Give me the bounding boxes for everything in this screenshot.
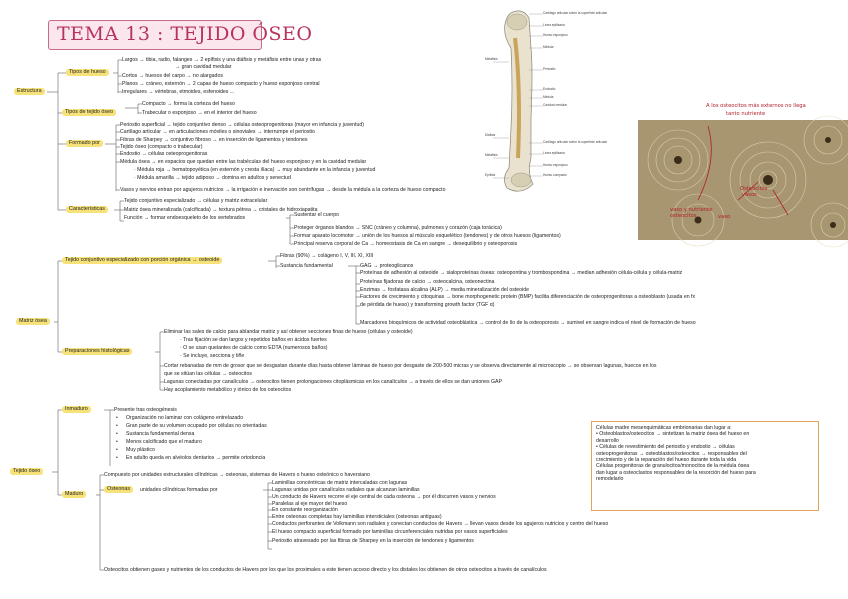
text-line: Conductos perforantes de Volkmann son radiales y conectan conductos de Havers → llevan vasos desde los agujeros nutricios y centro del hueso [272, 521, 609, 527]
text-line: Periostio superficial → tejido conjuntivo denso → células osteoprogenitoras (mayor en infancia y juventud) [120, 122, 364, 128]
label-tipos-hueso: Tipos de hueso [66, 69, 109, 76]
bone-diagram [485, 8, 608, 196]
text-line: • [116, 447, 118, 453]
label-tipos-tejido: Tipos de tejido óseo [62, 109, 116, 116]
text-line: Osteocitos obtienen gases y nutrientes de los conductos de Havers por los que los proximales a este tienen acceso directo y los distales los obtienen de otros osteocitos a través de canalículos [104, 567, 547, 573]
text-line: Sustancia fundamental densa [126, 431, 195, 437]
text-line: Proteínas fijadoras de calcio → osteocalcina, osteonectina [360, 279, 495, 285]
text-line: Largos → tibia, radio, falanges → 2 epífisis y una diáfisis y metáfisis entre unas y otras [122, 57, 322, 63]
text-line: Principal reserva corporal de Ca → homeostasis de Ca en sangre → desequilibrio y osteoporosis [294, 241, 518, 247]
bone-label: Cartílago articular sobre la superficie articular [543, 11, 608, 15]
text-line: Irregulares → vértebras, etmoides, esfenoides ... [122, 89, 235, 95]
text-line: • [116, 423, 118, 429]
text-line: Lagunas unidas por canalículos radiales que alcanzan laminillas [272, 487, 420, 493]
text-line: Cortos → huesos del carpo → no alargados [122, 73, 223, 79]
text-line: Fibras (90%) → colágeno I, V, III, XI, XIII [280, 253, 374, 259]
label-tejido-conj: Tejido conjuntivo especializado con porción orgánica → osteoide [62, 257, 222, 264]
box-line: Células madre mesenquimáticas embrionarias dan lugar a: [596, 425, 732, 431]
label-matriz: Matriz ósea [16, 318, 50, 325]
text-line: GAG → proteoglicanos [360, 263, 414, 269]
text-line: Cortar rebanadas de mm de grosor que se desgastan durante días hasta obtener láminas de hueso por desgaste de 200-500 micras y se observa directamente al microscopio → se observan lagunas, huecos en los [164, 363, 657, 369]
info-box [591, 421, 819, 511]
bone-label: Médula [543, 45, 554, 49]
text-line: Planos → cráneo, esternón → 2 capas de hueso compacto y hueso esponjoso central [122, 81, 320, 87]
bone-label: Médula [543, 95, 554, 99]
text-line: Un conducto de Havers recorre el eje central de cada osteona → por él discurren vasos y nervios [272, 494, 496, 500]
text-line: Organización no laminar con colágeno entrelazado [126, 415, 244, 421]
box-line: remodelarlo [596, 476, 624, 483]
bone-micrograph [638, 120, 848, 240]
text-line: Endostio → células osteoprogenitoras [120, 151, 208, 157]
text-line: Cartílago articular → en articulaciones móviles o sinoviales → interrumpe el periostio [120, 129, 315, 135]
text-line: Eliminar las sales de calcio para ablandar matriz y así obtener secciones finas de hueso (células y osteoide) [164, 329, 413, 335]
text-line: • [116, 431, 118, 437]
text-line: Proteínas de adhesión al osteoide → sialoproteínas óseas: osteopontina y trombospondina → median adhesión célula-célula y célula-matriz [360, 270, 683, 276]
text-line: Marcadores bioquímicos de actividad osteoblástica → control de lío de la osteoporosis → sumivel en sangre indica el nivel de formación de hueso [360, 320, 696, 326]
note-text: osteocitos [670, 213, 697, 219]
note-text: Osteocitos [740, 186, 768, 192]
bone-label: Hueso esponjoso [543, 33, 568, 37]
bone-label: Cartílago articular sobre la superficie articular [543, 140, 608, 144]
text-line: Médula ósea → en espacios que quedan entre las trabéculas del hueso esponjoso y en la cavidad medular [120, 159, 367, 165]
text-line: Función → formar endoesqueleto de los vertebrados [124, 215, 246, 221]
text-line: Lagunas conectadas por canalículos → osteocitos tienen prolongaciones citoplásmicas en los canalículos → a través de ellos se dan uniones GAP [164, 379, 502, 385]
page-title-text: TEMA 13 : TEJIDO ÓSEO [57, 23, 313, 45]
text-line: · O se usan quelantes de calcio como EDTA (numerosos baños) [180, 345, 328, 351]
bone-label: Diáfisis [485, 133, 496, 137]
bone-label: Periostio [543, 67, 556, 71]
note-text: vaso y nutriente [670, 207, 713, 213]
text-line: Muy plástico [126, 447, 155, 453]
text-line: Proteger órganos blandos → SNC (cráneo y columna), pulmones y corazón (caja torácica) [294, 225, 502, 231]
text-line: · Se incluye, secciona y tiñe [180, 353, 245, 359]
text-line: unidades cilíndricas formadas por [140, 487, 218, 493]
text-line: · Médula amarilla → tejido adiposo → domina en adultos y senectud [134, 175, 291, 181]
text-line: Matriz ósea mineralizada (calcificada) → textura pétrea → cristales de hidroxiapatita [124, 207, 318, 213]
label-osteonas: Osteonas [104, 486, 133, 493]
label-formado-por: Formado por [66, 140, 103, 147]
box-line: osteoprogenitoras → osteoblastos/osteocitos → responsables del [596, 450, 747, 457]
text-line: • [116, 439, 118, 445]
text-line: Compuesto por unidades estructurales cilíndricas → osteonas, sistemas de Havers o hueso osteónico o haversiano [104, 472, 370, 478]
text-line: de pérdida de hueso) y transforming growth factor (TGF α) [360, 302, 495, 308]
text-line: que se sitúan las células → osteocitos [164, 371, 252, 377]
text-line: · Tras fijación se dan largos y repetidos baños en ácidos fuertes [180, 337, 327, 343]
bone-label: Hueso esponjoso [543, 163, 568, 167]
text-line: Factores de crecimiento y citoquinas → bone morphogenetic protein (BMP) facilita diferenciación de osteoprogenitoras a osteoblasto (usada en fx [360, 294, 696, 300]
box-line: • Osteoblastos/osteocitos → sintetizan la matriz ósea del hueso en [596, 431, 750, 438]
text-line: Compacto → forma la corteza del hueso [142, 101, 235, 107]
box-line: crecimiento y de la reparación del hueso durante toda la vida [596, 457, 737, 464]
bone-label: Cavidad medular [543, 103, 568, 107]
text-line: Enzimas → fosfatasa alcalina (ALP) → media mineralización del osteoide [360, 287, 529, 293]
text-line: • [116, 455, 118, 461]
note-text: A los osteocitos más externos no llega [706, 103, 806, 109]
bone-label: Metáfisis [485, 153, 498, 157]
box-line: • Células de revestimiento del periostio y endostio → células [596, 444, 735, 451]
note-text: vaso [718, 214, 731, 220]
text-line: Sustancia fundamental [280, 263, 333, 269]
text-line: → gran cavidad medular [175, 64, 232, 70]
label-inmaduro: Inmaduro [62, 406, 91, 413]
text-line: Laminillas concéntricas de matriz intercaladas con lagunas [272, 480, 408, 486]
label-caracteristicas: Características [66, 206, 108, 213]
box-line: Células progenitoras de granulocitos/monocitos de la médula ósea [596, 463, 750, 470]
text-line: Gran parte de su volumen ocupado por células no orientadas [126, 423, 267, 429]
text-line: • [116, 415, 118, 421]
label-tejido-oseo: Tejido óseo [10, 468, 43, 475]
text-line: Hay acoplamiento metabólico y iónico de los osteocitos [164, 387, 292, 393]
text-line: Presente tras osteogénesis [114, 407, 177, 413]
note-text: tanto nutriente [726, 111, 766, 117]
text-line: Menos calcificado que el maduro [126, 439, 202, 445]
text-line: Periostio atravesado por las fibras de Sharpey en la inserción de tendones y ligamentos [272, 538, 474, 544]
note-text: vasos [742, 192, 757, 198]
text-line: Tejido conjuntivo especializado → células y matriz extracelular [124, 198, 268, 204]
text-line: · Médula roja → hematopoyética (en esternón y cresta ilíaca) → muy abundante en la infancia y juventud [134, 167, 376, 173]
bone-label: Epífisis [485, 173, 496, 177]
text-line: Sustentar el cuerpo [294, 212, 339, 218]
text-line: Vasos y nervios entran por agujeros nutricios → la irrigación e inervación son centrífugas → desde la médula a la corteza de hueso compacto [120, 187, 446, 193]
text-line: Trabecular o esponjoso → en el interior del hueso [142, 110, 257, 116]
bone-label: Metáfisis [485, 57, 498, 61]
label-preparaciones: Preparaciones histológicas [62, 348, 132, 355]
box-line: dan lugar a osteoclastos responsables de la resorción del hueso para [596, 469, 756, 476]
box-line: desarrollo [596, 437, 619, 444]
text-line: Fibras de Sharpey → conjuntivo fibroso → en inserción de ligamentos y tendones [120, 137, 308, 143]
label-estructura: Estructura [14, 88, 45, 95]
text-line: Paralelas al eje mayor del hueso [272, 501, 348, 507]
text-line: El hueso compacto superficial formado por laminillas circunferenciales nutridas por vasos superficiales [272, 529, 508, 535]
text-line: Formar aparato locomotor → unión de los huesos al músculo esquelético (tendones) y de otros huesos (ligamentos) [294, 233, 561, 239]
bone-label: Hueso compacto [543, 173, 567, 177]
text-line: Tejido óseo (compacto o trabecular) [120, 144, 203, 150]
bone-label: Línea epifisaria [543, 151, 565, 155]
text-line: En adulto queda en alvéolos dentarios → permite ortodoncia [126, 455, 266, 461]
label-maduro: Maduro [62, 491, 86, 498]
text-line: En constante reorganización [272, 507, 338, 513]
bone-label: Endostio [543, 87, 556, 91]
bone-label: Línea epifisaria [543, 23, 565, 27]
text-line: Entre osteonas completas hay laminillas intersticiales (osteonas antiguas) [272, 514, 442, 520]
